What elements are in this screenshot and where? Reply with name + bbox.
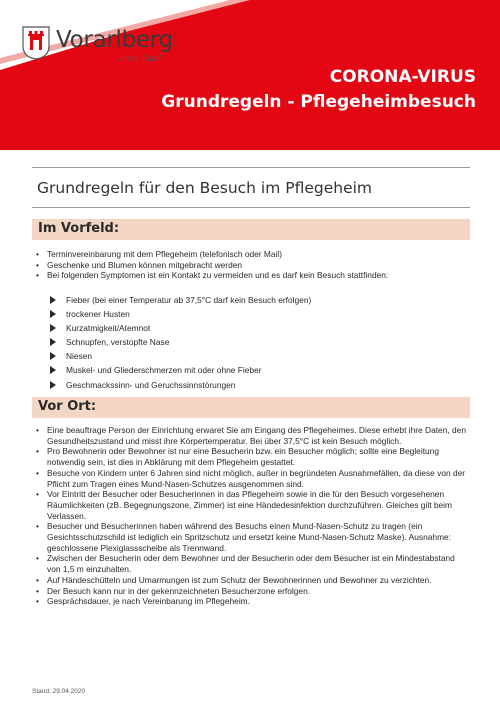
vorort-list [36, 425, 466, 607]
divider-bottom [32, 207, 470, 208]
symptom-item: Muskel- und Gliederschmerzen mit oder ohne Fieber [48, 363, 311, 377]
logo-wordmark: Vorarlberg [56, 27, 173, 53]
banner-subtitle: Grundregeln - Pflegeheimbesuch [161, 92, 476, 112]
list-item: • Zwischen der Besucherin oder dem Bewohner und der Besucherin oder dem Besucher ist ein Mindestabstand von 1,5 m einzuhalten. [36, 553, 466, 574]
symptom-item: Kurzatmigkeit/Atemnot [48, 321, 311, 335]
section-heading-vorfeld [32, 219, 470, 240]
document-date: Stand: 29.04.2020 [32, 688, 86, 695]
list-item: • Terminvereinbarung mit dem Pflegeheim (telefonisch oder Mail) [36, 249, 466, 260]
symptom-item: Geschmackssinn- und Geruchssinnstörungen [48, 378, 311, 392]
vorfeld-list [36, 249, 466, 281]
list-item: • Der Besuch kann nur in der gekennzeichneten Besucherzone erfolgen. [36, 586, 466, 597]
symptom-item: Fieber (bei einer Temperatur ab 37,5°C darf kein Besuch erfolgen) [48, 293, 311, 307]
logo-tagline: unser Land [120, 53, 161, 63]
symptom-item: Schnupfen, verstopfte Nase [48, 335, 311, 349]
list-item: • Eine beauftrage Person der Einrichtung erwaret Sie am Eingang des Pflegeheimes. Diese erhebt ihre Daten, den Gesundheitszustand und misst ihre Körpertemperatur. Bei über 37,5°C ist kein Besuch möglich. [36, 425, 466, 446]
vorarlberg-logo [22, 26, 173, 63]
symptom-item: trockener Husten [48, 307, 311, 321]
divider-top [32, 167, 470, 168]
list-item: • Vor Eintritt der Besucher oder Besucherinnen in das Pflegeheim sowie in die für den Besuch vorgesehenen Räumlichkeiten (zB. Begegnungszone, Zimmer) ist eine Händedesinfektion durchzuführen. Gleiches gilt beim Verlassen. [36, 489, 466, 521]
list-item: • Auf Händeschütteln und Umarmungen ist zum Schutz der Bewohnerinnen und Bewohner zu verzichten. [36, 575, 466, 586]
list-item: • Gesprächsdauer, je nach Vereinbarung im Pflegeheim. [36, 596, 466, 607]
list-item: • Pro Bewohnerin oder Bewohner ist nur eine Besucherin bzw. ein Besucher möglich; sollte eine Begleitung notwendig sein, ist dies in Abklärung mit dem Pflegeheim gestattet. [36, 446, 466, 467]
list-item: • Geschenke und Blumen können mitgebracht werden [36, 260, 466, 271]
section-heading-vorort [32, 397, 470, 418]
page-title: Grundregeln für den Besuch im Pflegeheim [37, 179, 373, 197]
banner-title: CORONA-VIRUS [329, 67, 476, 87]
list-item: • Bei folgenden Symptomen ist ein Kontakt zu vermeiden und es darf kein Besuch stattfinden: [36, 270, 466, 281]
symptom-list [48, 293, 311, 392]
section-title: Vor Ort: [38, 399, 97, 414]
symptom-item: Niesen [48, 349, 311, 363]
section-title: Im Vorfeld: [38, 221, 120, 236]
coat-of-arms-icon [22, 26, 50, 60]
list-item: • Besucher und Besucherinnen haben während des Besuchs einen Mund-Nasen-Schutz zu tragen (ein Gesichtsschutzschild ist lediglich ein Spritzschutz und ersetzt keine Mund-Nasen-Schutz Maske). Ausnahme: geschlossene Plexiglassscheibe als Trennwand. [36, 521, 466, 553]
list-item: • Besuche von Kindern unter 6 Jahren sind nicht möglich, außer in begründeten Ausnahmefällen, da diese von der Pflicht zum Tragen eines Mund-Nasen-Schutzes ausgenommen sind. [36, 468, 466, 489]
